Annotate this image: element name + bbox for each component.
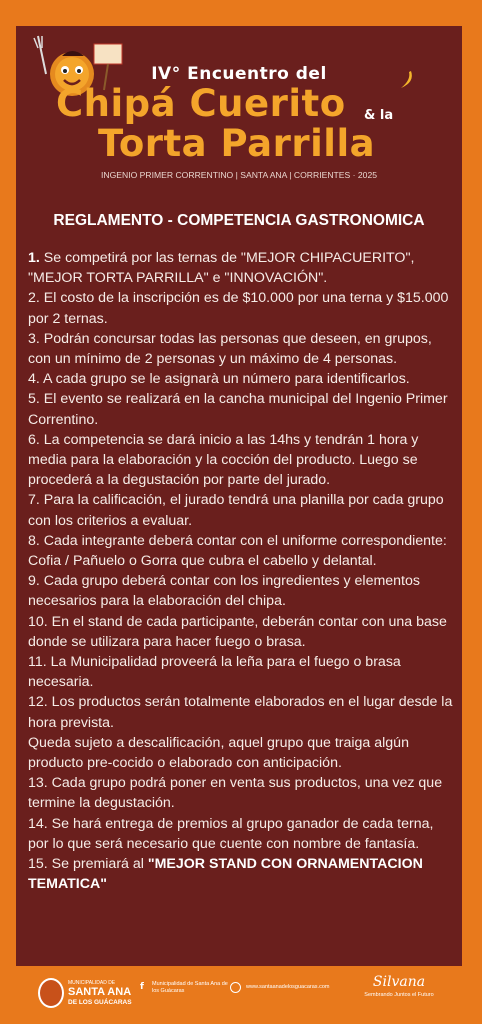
silvana-name: Silvana [372, 974, 426, 990]
edition-label: IV° Encuentro del [151, 64, 327, 84]
website-text: www.santaanadelosguacaras.com [246, 984, 330, 990]
footer [0, 966, 482, 1024]
rule-item [28, 430, 456, 491]
rule-text: 5. El evento se realizará en la cancha municipal del Ingenio Primer Correntino. [28, 391, 448, 428]
ampersand-label: & la [364, 108, 394, 123]
rule-item [28, 248, 456, 288]
rule-item [28, 773, 456, 813]
muni-name: SANTA ANA [68, 986, 132, 998]
rule-item [28, 329, 456, 369]
facebook-text: Municipalidad de Santa Ana de los Guácaras [152, 981, 228, 994]
globe-icon [230, 982, 241, 993]
facebook-icon: f [140, 982, 144, 992]
rule-item [28, 490, 456, 530]
municipality-logo [38, 974, 148, 1014]
rule-text: 2. El costo de la inscripción es de $10.000 por una terna y $15.000 por 2 ternas. [28, 290, 449, 327]
rule-text: 3. Podrán concursar todas las personas que deseen, en grupos, con un mínimo de 2 personas y un máximo de 4 personas. [28, 330, 432, 368]
rule-item [28, 652, 456, 692]
rule-item [28, 612, 456, 652]
rule-item [28, 288, 456, 328]
rule-text: Se competirá por las ternas de "MEJOR CHIPACUERITO", "MEJOR TORTA PARRILLA" e "INNOVACIÓN". [28, 250, 415, 287]
rule-text: 8. Cada integrante deberá contar con el uniforme correspondiente: Cofia / Pañuelo o Gorra que cubra el cabello y delantal. [28, 532, 447, 570]
rule-item [28, 814, 456, 854]
rules-list [28, 248, 456, 895]
rule-text: 6. La competencia se dará inicio a las 14hs y tendrán 1 hora y media para la elaboración y la cocción del producto. Luego se procederá a la degustación por parte del jurado. [28, 431, 419, 489]
rule-text: 14. Se hará entrega de premios al grupo ganador de cada terna, por lo que será necesario que cuente con nombre de fantasía. [28, 815, 434, 852]
municipality-emblem-icon [38, 978, 64, 1008]
rule-item [28, 531, 456, 571]
rule-text: 12. Los productos serán totalmente elaborados en el lugar desde la hora prevista. [28, 694, 453, 731]
rule-item-15 [28, 854, 456, 894]
flyer-panel [16, 26, 462, 966]
facebook-link[interactable] [140, 980, 230, 1004]
rules-heading: REGLAMENTO - COMPETENCIA GASTRONOMICA [53, 212, 425, 229]
rule-item [28, 389, 456, 429]
rule-text: 7. Para la calificación, el jurado tendrá una planilla por cada grupo con los criterios a evaluar. [28, 492, 444, 529]
rule-item [28, 692, 456, 732]
rule-item [28, 571, 456, 611]
event-subtitle: INGENIO PRIMER CORRENTINO | SANTA ANA | CORRIENTES · 2025 [100, 170, 377, 180]
website-link[interactable] [230, 982, 360, 996]
title-chipa-cuerito: Chipá Cuerito [56, 82, 346, 125]
muni-sub-label: DE LOS GUÁCARAS [68, 999, 132, 1006]
rule-text: 4. A cada grupo se le asignarà un número para identificarlos. [28, 371, 410, 388]
rule-text: 10. En el stand de cada participante, deberán contar con una base donde se utilizara para hacer fuego o brasa. [28, 613, 447, 650]
rule-item [28, 369, 456, 389]
rule-text: Queda sujeto a descalificación, aquel grupo que traiga algún producto pre-cocido o elaborado con anticipación. [28, 734, 409, 772]
banana-icon [397, 70, 415, 90]
rule-item [28, 733, 456, 773]
rule-text: 11. La Municipalidad proveerá la leña para el fuego o brasa necesaria. [28, 654, 401, 691]
title-torta-parrilla: Torta Parrilla [98, 122, 376, 165]
rule-15-highlight: "MEJOR STAND CON ORNAMENTACION TEMATICA" [28, 856, 423, 893]
muni-small-label: MUNICIPALIDAD DE [68, 980, 116, 986]
rule-number: 1. [28, 250, 40, 266]
silvana-tagline: Sembrando Juntos el Futuro [364, 992, 434, 998]
rule-text: 9. Cada grupo deberá contar con los ingredientes y elementos necesarios para la elaboración del chipa. [28, 573, 420, 610]
rule-text: 13. Cada grupo podrá poner en venta sus productos, una vez que termine la degustación. [28, 775, 443, 812]
rule-15-prefix: 15. Se premiará al [28, 856, 148, 873]
silvana-logo [354, 974, 444, 1014]
